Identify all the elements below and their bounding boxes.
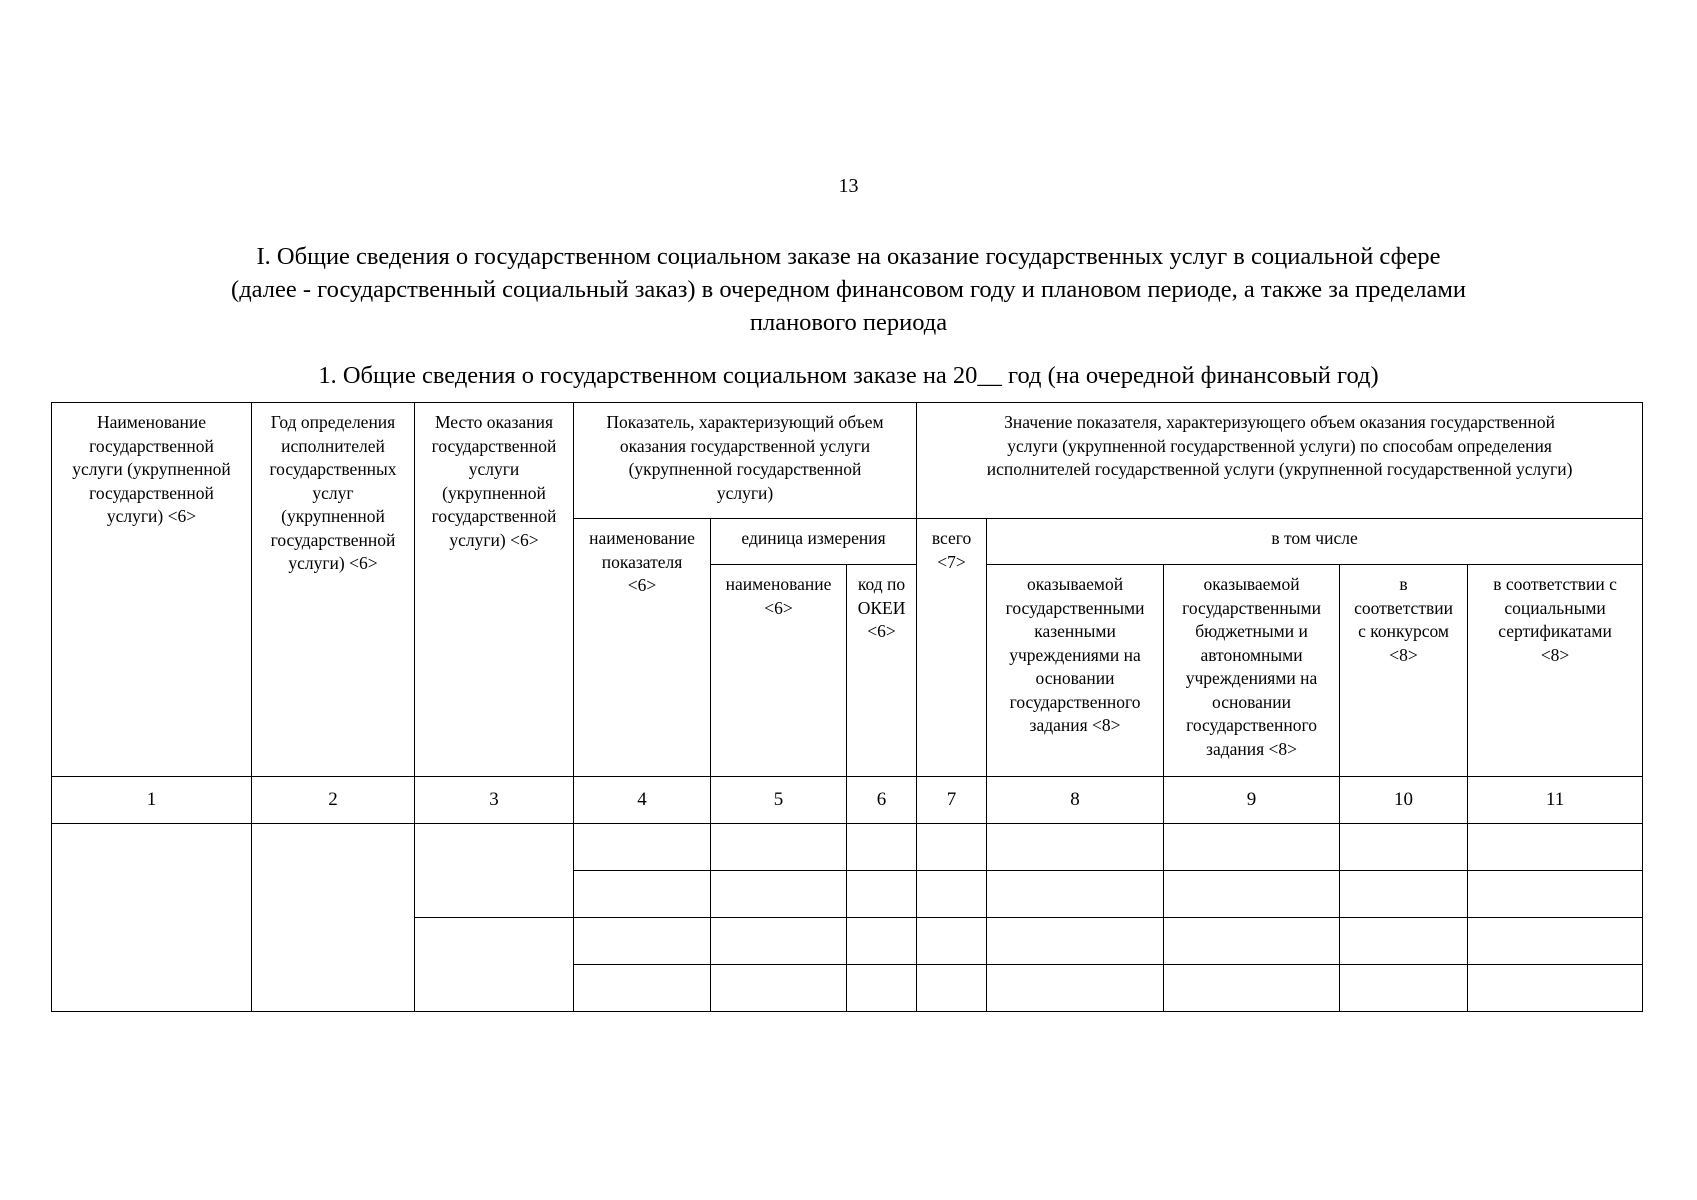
data-cell — [847, 871, 917, 918]
data-cell — [711, 918, 847, 965]
column-number: 3 — [415, 777, 574, 824]
data-cell — [987, 824, 1164, 871]
header-text-line: социальными — [1504, 597, 1606, 618]
header-text-line: <6> — [627, 575, 657, 595]
header-text-line: государственного — [1186, 715, 1317, 735]
section-title-line: I. Общие сведения о государственном социальном заказе на оказание государственных услуг в социальной сфере — [256, 243, 1441, 270]
column-number: 8 — [987, 777, 1164, 824]
header-text-line: государственной — [431, 435, 557, 456]
subsection-title: 1. Общие сведения о государственном социальном заказе на 20__ год (на очередной финансовый год) — [318, 362, 1379, 389]
header-text-line: услуги (укрупненной — [72, 459, 231, 479]
header-text-line: Год определения — [270, 412, 396, 432]
data-cell — [1468, 824, 1643, 871]
header-text-line: оказания государственной услуги — [619, 435, 871, 456]
header-text-line: <8> — [1540, 644, 1570, 665]
header-budget-autonomous-institutions — [1164, 565, 1340, 777]
header-text-line: с конкурсом — [1358, 621, 1449, 641]
header-text-line: код по — [857, 574, 906, 594]
header-text-line: услуги) <6> — [449, 529, 539, 550]
header-okei-code — [847, 565, 917, 777]
data-cell — [574, 871, 711, 918]
data-cell — [1164, 918, 1340, 965]
data-cell — [917, 824, 987, 871]
header-text-line: исполнителей государственной услуги (укрупненной государственной услуги) — [986, 459, 1573, 479]
data-cell — [1340, 918, 1468, 965]
header-text-line: государственной — [431, 506, 557, 526]
column-number: 11 — [1468, 777, 1643, 824]
data-cell-year — [252, 824, 415, 1012]
header-text-line: услуги) — [716, 482, 774, 503]
data-cell — [1340, 871, 1468, 918]
header-text-line: услуг — [312, 482, 354, 503]
data-cell — [847, 918, 917, 965]
header-text-line: оказываемой — [1203, 574, 1300, 594]
column-number: 5 — [711, 777, 847, 824]
section-title-line: планового периода — [749, 309, 948, 336]
data-cell — [711, 965, 847, 1012]
data-cell — [1164, 965, 1340, 1012]
section-title — [110, 240, 1587, 339]
data-cell-location — [415, 824, 574, 918]
header-text-line: наименование — [589, 528, 695, 548]
data-cell — [574, 824, 711, 871]
header-text-line: задания <8> — [1206, 738, 1298, 759]
header-service-name — [52, 403, 252, 777]
header-text-line: государственной — [89, 435, 214, 456]
header-text-line: услуги (укрупненной государственной услуги) по способам определения — [1007, 435, 1552, 456]
header-text-line: задания <8> — [1029, 715, 1121, 735]
header-text-line: <8> — [1389, 644, 1418, 665]
data-cell — [1340, 824, 1468, 871]
header-indicator-name — [574, 519, 711, 777]
header-text-line: государственных — [269, 459, 397, 479]
header-text-line: государственного — [1009, 691, 1141, 712]
header-text-line: автономными — [1200, 644, 1303, 665]
data-cell — [1164, 824, 1340, 871]
header-text-line: сертификатами — [1498, 621, 1612, 641]
header-volume-indicator — [574, 403, 917, 519]
header-by-social-certificates — [1468, 565, 1643, 777]
header-text-line: Значение показателя, характеризующего объем оказания государственной — [1004, 412, 1555, 432]
header-text-line: государственными — [1005, 597, 1145, 618]
data-cell — [1468, 965, 1643, 1012]
header-including — [987, 519, 1643, 565]
header-text-line: <6> — [764, 597, 793, 618]
column-number: 2 — [252, 777, 415, 824]
header-state-owned-institutions — [987, 565, 1164, 777]
data-cell — [574, 918, 711, 965]
header-text-line: в — [1399, 574, 1408, 594]
data-cell — [917, 965, 987, 1012]
data-cell-location — [415, 918, 574, 1012]
column-number: 6 — [847, 777, 917, 824]
data-cell — [987, 965, 1164, 1012]
data-cell — [847, 965, 917, 1012]
header-text-line: основании — [1212, 691, 1292, 712]
header-text-line: исполнителей — [281, 435, 385, 456]
header-by-competition — [1340, 565, 1468, 777]
data-cell — [1468, 918, 1643, 965]
header-text-line: бюджетными и — [1195, 621, 1308, 641]
header-text-line: учреждениями на — [1185, 668, 1318, 688]
header-text-line: Место оказания — [434, 412, 554, 432]
header-text-line: услуги) <6> — [106, 506, 197, 526]
header-text-line: (укрупненной — [442, 482, 546, 503]
data-cell — [574, 965, 711, 1012]
data-cell — [711, 871, 847, 918]
data-cell — [987, 871, 1164, 918]
header-indicator-value — [917, 403, 1643, 519]
header-text-line: услуги — [468, 459, 520, 479]
header-text-line: единица измерения — [741, 528, 886, 548]
data-cell — [987, 918, 1164, 965]
header-text-line: (укрупненной государственной — [628, 459, 862, 479]
data-cell — [917, 918, 987, 965]
header-text-line: учреждениями на — [1009, 644, 1141, 665]
header-unit-name — [711, 565, 847, 777]
data-cell — [1340, 965, 1468, 1012]
header-text-line: соответствии — [1354, 597, 1453, 618]
header-year-determination — [252, 403, 415, 777]
header-text-line: в соответствии с — [1493, 574, 1617, 594]
header-text-line: казенными — [1034, 621, 1116, 641]
header-service-location — [415, 403, 574, 777]
social-order-table — [51, 402, 1643, 1012]
data-cell — [917, 871, 987, 918]
header-text-line: государственной — [270, 529, 396, 550]
column-number: 10 — [1340, 777, 1468, 824]
header-text-line: в том числе — [1271, 528, 1358, 548]
data-cell — [847, 824, 917, 871]
section-title-line: (далее - государственный социальный заказ) в очередном финансовом году и плановом периоде, а также за пределами — [231, 276, 1466, 303]
header-unit-of-measure — [711, 519, 917, 565]
header-text-line: <6> — [867, 621, 896, 641]
header-total — [917, 519, 987, 777]
header-text-line: ОКЕИ — [857, 597, 906, 618]
column-number: 7 — [917, 777, 987, 824]
data-cell-service-name — [52, 824, 252, 1012]
data-cell — [1468, 871, 1643, 918]
column-number: 4 — [574, 777, 711, 824]
header-text-line: <7> — [937, 551, 966, 572]
page-number: 13 — [838, 175, 859, 197]
header-text-line: Показатель, характеризующий объем — [606, 412, 884, 432]
column-number: 1 — [52, 777, 252, 824]
header-text-line: государственной — [89, 482, 214, 503]
header-text-line: Наименование — [96, 412, 207, 432]
header-text-line: (укрупненной — [281, 506, 385, 526]
data-cell — [711, 824, 847, 871]
header-text-line: государственными — [1182, 597, 1321, 618]
header-text-line: оказываемой — [1026, 574, 1124, 594]
column-number: 9 — [1164, 777, 1340, 824]
header-text-line: показателя — [601, 551, 683, 572]
header-text-line: наименование — [725, 574, 832, 594]
data-cell — [1164, 871, 1340, 918]
header-text-line: услуги) <6> — [288, 553, 378, 573]
header-text-line: всего — [931, 528, 972, 548]
header-text-line: основании — [1035, 668, 1115, 688]
